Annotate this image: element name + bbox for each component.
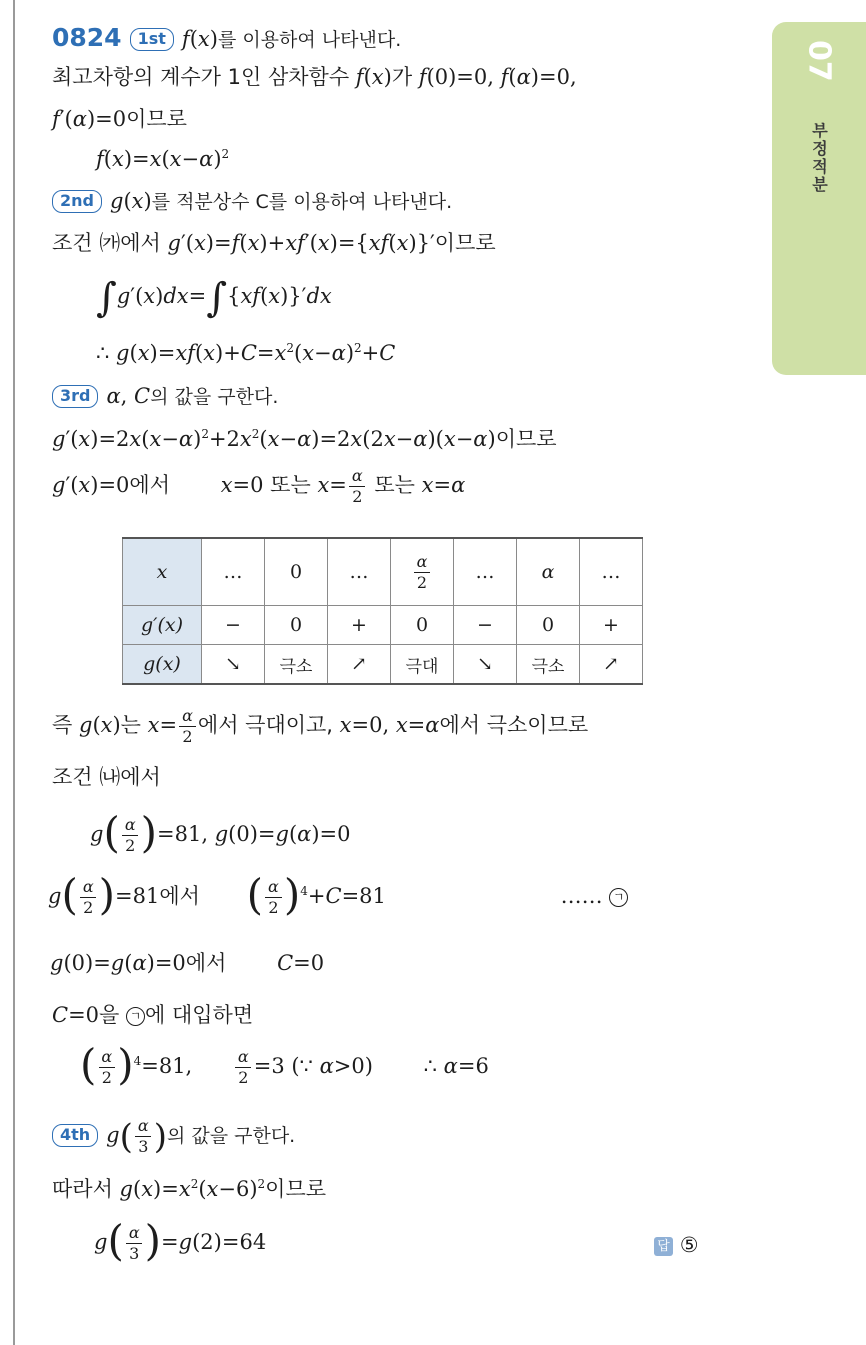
table-cell: … [202,538,265,606]
equation: g(0)=g(α)=0에서 C=0 [50,951,325,975]
text-line: 최고차항의 계수가 1인 삼차함수 f(x)가 f(0)=0, f(α)=0, [52,65,577,89]
table-header-gprime: g′(x) [123,606,202,645]
chapter-title: 부정적분 [809,122,829,194]
table-header-g: g(x) [123,645,202,685]
table-cell: 0 [265,606,328,645]
table-cell: − [202,606,265,645]
equation: $f(x)=x(x-\alpha)^2$ [96,147,230,171]
text-line: 조건 ㈎에서 g′(x)=f(x)+xf′(x)={xf(x)}′이므로 [52,231,496,255]
table-cell: + [580,606,643,645]
table-cell: ↘ [454,645,517,685]
table-cell: 0 [391,606,454,645]
equation: g( $\frac{\alpha}{2}$ )=81, g(0)=g(α)=0 [90,808,351,857]
table-row [123,606,643,645]
problem-number: 0824 [52,23,122,52]
answer [654,1232,699,1258]
step1-text: 를 이용하여 나타낸다. [217,29,402,51]
equation: ∴ $g(x)=xf(x)+C=x^2(x-\alpha)^2+C$ [96,341,396,365]
left-margin-rule [13,0,15,1345]
text-line: f′(α)=0이므로 [52,107,187,131]
circled-label: ㄱ [126,1007,145,1026]
step-badge: 2nd [52,190,102,213]
step-badge: 3rd [52,385,98,408]
equation: ( $\frac{\alpha}{2}$ )$^4$=81, $\frac{\alpha}{2}$ =3 (∵ α>0) ∴ α=6 [80,1040,489,1089]
table-row [123,538,643,606]
table-header-x: x [123,538,202,606]
equation: g( $\frac{\alpha}{3}$ )=g(2)=64 [94,1216,267,1265]
text-line: 조건 ㈏에서 [52,765,161,789]
text-line: $g'(x)=2x(x-\alpha)^2+2x^2(x-\alpha)=2x(2x-\alpha)(x-\alpha)$이므로 [52,427,557,451]
equation: ∫g′(x)dx=∫{xf(x)}′dx [96,275,332,321]
chapter-tab [772,22,866,375]
table-cell: 극대 [391,645,454,685]
table-cell: … [580,538,643,606]
answer-icon: 답 [654,1237,673,1256]
table-cell: 극소 [265,645,328,685]
table-cell: 0 [265,538,328,606]
step3-text: 의 값을 구한다. [150,386,279,408]
equation: g( $\frac{\alpha}{2}$ )=81에서 ( $\frac{\alpha}{2}$ )$^4$+C=81 …… ㄱ [48,874,628,916]
step4-heading: 4th g( $\frac{\alpha}{3}$ )의 값을 구한다. [52,1118,295,1155]
table-cell: ↗ [580,645,643,685]
step2-heading: 2nd g(x)를 적분상수 C를 이용하여 나타낸다. [52,188,452,215]
text-line: C=0을 ㄱ 에 대입하면 [52,1003,254,1027]
step1-heading: 0824 1st f(x)를 이용하여 나타낸다. [52,23,402,52]
table-cell: ↗ [328,645,391,685]
table-cell: α [517,538,580,606]
table-cell: … [328,538,391,606]
step3-heading: 3rd α, C의 값을 구한다. [52,383,278,410]
step2-text: 를 적분상수 C를 이용하여 나타낸다. [151,191,453,213]
answer-value: ⑤ [679,1233,699,1257]
text-line: 따라서 $g(x)=x^2(x-6)^2$이므로 [52,1177,327,1201]
text-line: 즉 g(x)는 x= $\frac{\alpha}{2}$ 에서 극대이고, x=0, x=α에서 극소이므로 [52,706,589,746]
table-cell: … [454,538,517,606]
table-row [123,645,643,685]
text-line: g′(x)=0에서 x=0 또는 x= $\frac{\alpha}{2}$ 또는 x=α [52,466,466,506]
table-cell: 0 [517,606,580,645]
step4-text: 의 값을 구한다. [166,1125,296,1147]
step-badge: 4th [52,1124,98,1147]
step-badge: 1st [130,28,174,51]
table-cell: 극소 [517,645,580,685]
chapter-number: 07 [801,40,837,82]
sign-table [122,537,643,685]
table-cell: ↘ [202,645,265,685]
table-cell: − [454,606,517,645]
table-cell: $\frac{\alpha}{2}$ [391,538,454,606]
circled-label: ㄱ [609,888,628,907]
table-cell: + [328,606,391,645]
